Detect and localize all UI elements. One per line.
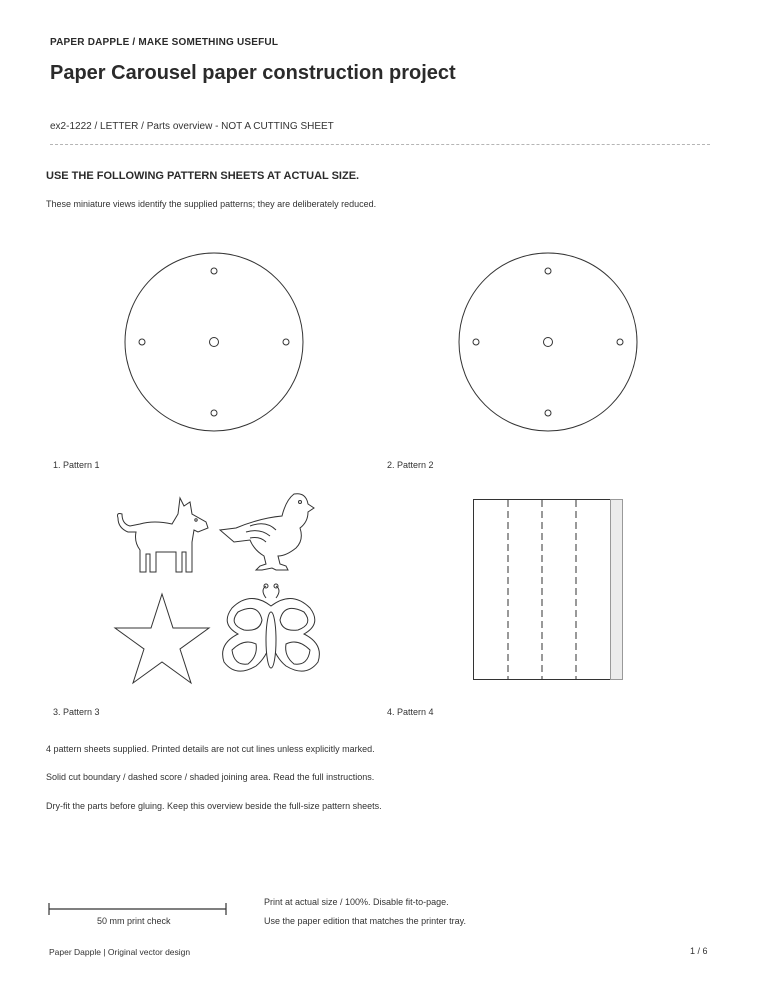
- instructions-subtext: These miniature views identify the supplied patterns; they are deliberately reduced.: [46, 199, 377, 209]
- scale-bar-icon: [48, 902, 228, 916]
- glue-tab: [611, 500, 623, 680]
- chick-cutout-icon: [220, 494, 314, 570]
- pattern-2-caption: 2. Pattern 2: [387, 460, 434, 470]
- pattern-3-cutouts-icon: [110, 490, 330, 690]
- note-line-3: Dry-fit the parts before gluing. Keep this overview beside the full-size pattern sheets.: [46, 801, 382, 811]
- document-meta: ex2-1222 / LETTER / Parts overview - NOT A CUTTING SHEET: [50, 121, 334, 132]
- pattern-2-disc-icon: [458, 252, 640, 434]
- note-line-1: 4 pattern sheets supplied. Printed details are not cut lines unless explicitly marked.: [46, 744, 375, 754]
- dog-cutout-icon: [118, 498, 209, 572]
- pattern-3-caption: 3. Pattern 3: [53, 707, 100, 717]
- footer-credit: Paper Dapple | Original vector design: [49, 947, 191, 957]
- page-title: Paper Carousel paper construction project: [50, 62, 456, 84]
- print-instruction-1: Print at actual size / 100%. Disable fit-to-page.: [264, 897, 449, 907]
- pattern-1-caption: 1. Pattern 1: [53, 460, 100, 470]
- note-line-2: Solid cut boundary / dashed score / shaded joining area. Read the full instructions.: [46, 772, 375, 782]
- dashed-divider: [50, 144, 710, 145]
- star-cutout-icon: [115, 594, 209, 683]
- instructions-heading: USE THE FOLLOWING PATTERN SHEETS AT ACTUAL SIZE.: [46, 170, 360, 182]
- pattern-4-caption: 4. Pattern 4: [387, 707, 434, 717]
- brand-header: PAPER DAPPLE / MAKE SOMETHING USEFUL: [50, 37, 279, 48]
- print-instruction-2: Use the paper edition that matches the printer tray.: [264, 916, 466, 926]
- page-number: 1 / 6: [690, 946, 708, 956]
- scale-check-label: 50 mm print check: [97, 916, 171, 926]
- pattern-1-disc-icon: [124, 252, 306, 434]
- butterfly-cutout-icon: [223, 584, 320, 671]
- pattern-4-strip-icon: [473, 499, 625, 681]
